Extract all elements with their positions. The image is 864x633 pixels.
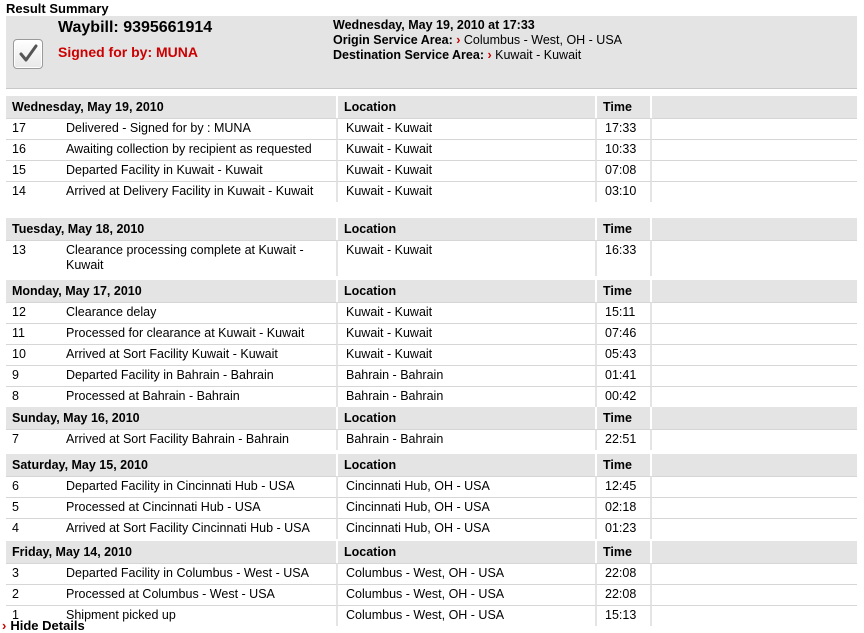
event-description: Awaiting collection by recipient as requested — [52, 139, 338, 160]
event-time: 12:45 — [597, 476, 652, 497]
event-time: 22:08 — [597, 584, 652, 605]
event-location: Kuwait - Kuwait — [338, 139, 597, 160]
row-fill — [652, 365, 857, 386]
row-fill — [652, 584, 857, 605]
event-number: 8 — [6, 386, 52, 407]
event-description: Arrived at Sort Facility Bahrain - Bahrain — [52, 429, 338, 450]
row-fill — [652, 605, 857, 626]
event-time: 07:08 — [597, 160, 652, 181]
summary-panel — [6, 16, 857, 89]
event-description: Clearance processing complete at Kuwait - Kuwait — [52, 240, 338, 276]
table-row — [6, 386, 857, 407]
event-description: Departed Facility in Columbus - West - USA — [52, 563, 338, 584]
event-number: 10 — [6, 344, 52, 365]
table-row — [6, 605, 857, 626]
event-location: Kuwait - Kuwait — [338, 323, 597, 344]
event-number: 17 — [6, 118, 52, 139]
event-time: 22:51 — [597, 429, 652, 450]
row-fill — [652, 386, 857, 407]
event-number: 6 — [6, 476, 52, 497]
event-description: Arrived at Sort Facility Cincinnati Hub - USA — [52, 518, 338, 539]
event-time: 01:41 — [597, 365, 652, 386]
row-fill — [652, 240, 857, 276]
header-fill — [652, 454, 857, 476]
event-location: Columbus - West, OH - USA — [338, 563, 597, 584]
event-location: Bahrain - Bahrain — [338, 386, 597, 407]
event-location: Kuwait - Kuwait — [338, 181, 597, 202]
table-row — [6, 240, 857, 276]
day-date: Wednesday, May 19, 2010 — [6, 96, 338, 118]
day-group — [6, 280, 857, 407]
table-row — [6, 323, 857, 344]
table-row — [6, 118, 857, 139]
event-description: Clearance delay — [52, 302, 338, 323]
day-header — [6, 407, 857, 429]
event-description: Departed Facility in Kuwait - Kuwait — [52, 160, 338, 181]
event-location: Cincinnati Hub, OH - USA — [338, 518, 597, 539]
event-description: Arrived at Sort Facility Kuwait - Kuwait — [52, 344, 338, 365]
event-time: 07:46 — [597, 323, 652, 344]
location-header: Location — [338, 407, 597, 429]
row-fill — [652, 563, 857, 584]
location-header: Location — [338, 218, 597, 240]
event-location: Bahrain - Bahrain — [338, 365, 597, 386]
time-header: Time — [597, 218, 652, 240]
location-header: Location — [338, 541, 597, 563]
table-row — [6, 518, 857, 539]
row-fill — [652, 118, 857, 139]
row-fill — [652, 160, 857, 181]
table-row — [6, 302, 857, 323]
time-header: Time — [597, 541, 652, 563]
destination-label: Destination Service Area: — [333, 48, 484, 62]
table-row — [6, 563, 857, 584]
chevron-right-icon: › — [2, 618, 7, 633]
day-header — [6, 454, 857, 476]
time-header: Time — [597, 96, 652, 118]
table-row — [6, 476, 857, 497]
header-fill — [652, 218, 857, 240]
table-row — [6, 160, 857, 181]
summary-details — [333, 18, 623, 63]
event-location: Kuwait - Kuwait — [338, 240, 597, 276]
event-location: Columbus - West, OH - USA — [338, 605, 597, 626]
day-header — [6, 280, 857, 302]
event-time: 10:33 — [597, 139, 652, 160]
event-location: Kuwait - Kuwait — [338, 302, 597, 323]
event-location: Cincinnati Hub, OH - USA — [338, 497, 597, 518]
table-row — [6, 429, 857, 450]
row-fill — [652, 476, 857, 497]
checkmark-icon — [13, 39, 43, 69]
day-date: Monday, May 17, 2010 — [6, 280, 338, 302]
event-number: 5 — [6, 497, 52, 518]
day-date: Tuesday, May 18, 2010 — [6, 218, 338, 240]
location-header: Location — [338, 280, 597, 302]
event-location: Kuwait - Kuwait — [338, 344, 597, 365]
time-header: Time — [597, 280, 652, 302]
location-header: Location — [338, 454, 597, 476]
event-description: Processed at Bahrain - Bahrain — [52, 386, 338, 407]
row-fill — [652, 518, 857, 539]
row-fill — [652, 344, 857, 365]
event-time: 15:11 — [597, 302, 652, 323]
event-time: 15:13 — [597, 605, 652, 626]
day-group — [6, 454, 857, 539]
delivery-date: Wednesday, May 19, 2010 at 17:33 — [333, 18, 535, 32]
event-time: 22:08 — [597, 563, 652, 584]
event-location: Bahrain - Bahrain — [338, 429, 597, 450]
event-description: Shipment picked up — [52, 605, 338, 626]
origin-label: Origin Service Area: — [333, 33, 453, 47]
event-description: Departed Facility in Cincinnati Hub - USA — [52, 476, 338, 497]
event-location: Kuwait - Kuwait — [338, 160, 597, 181]
table-row — [6, 584, 857, 605]
header-fill — [652, 280, 857, 302]
event-number: 16 — [6, 139, 52, 160]
location-header: Location — [338, 96, 597, 118]
event-time: 02:18 — [597, 497, 652, 518]
day-date: Friday, May 14, 2010 — [6, 541, 338, 563]
header-fill — [652, 541, 857, 563]
event-number: 13 — [6, 240, 52, 276]
table-row — [6, 181, 857, 202]
event-description: Processed for clearance at Kuwait - Kuwait — [52, 323, 338, 344]
day-group — [6, 218, 857, 276]
event-description: Processed at Cincinnati Hub - USA — [52, 497, 338, 518]
event-time: 01:23 — [597, 518, 652, 539]
event-number: 1 — [6, 605, 52, 626]
time-header: Time — [597, 454, 652, 476]
event-location: Kuwait - Kuwait — [338, 118, 597, 139]
event-number: 3 — [6, 563, 52, 584]
event-number: 4 — [6, 518, 52, 539]
event-description: Arrived at Delivery Facility in Kuwait - Kuwait — [52, 181, 338, 202]
day-date: Sunday, May 16, 2010 — [6, 407, 338, 429]
event-time: 00:42 — [597, 386, 652, 407]
event-time: 05:43 — [597, 344, 652, 365]
day-header — [6, 541, 857, 563]
destination-value: Kuwait - Kuwait — [495, 48, 582, 62]
waybill-number: Waybill: 9395661914 — [58, 19, 213, 36]
day-date: Saturday, May 15, 2010 — [6, 454, 338, 476]
time-header: Time — [597, 407, 652, 429]
chevron-right-icon: › — [487, 48, 492, 62]
signed-for: Signed for by: MUNA — [58, 44, 198, 60]
result-summary-title: Result Summary — [6, 1, 109, 16]
event-number: 11 — [6, 323, 52, 344]
day-header — [6, 96, 857, 118]
event-location: Columbus - West, OH - USA — [338, 584, 597, 605]
origin-value: Columbus - West, OH - USA — [463, 33, 623, 47]
day-header — [6, 218, 857, 240]
row-fill — [652, 181, 857, 202]
hide-details-link[interactable] — [2, 618, 85, 633]
table-row — [6, 344, 857, 365]
event-description: Delivered - Signed for by : MUNA — [52, 118, 338, 139]
event-number: 7 — [6, 429, 52, 450]
event-number: 15 — [6, 160, 52, 181]
table-row — [6, 139, 857, 160]
day-group — [6, 407, 857, 450]
event-number: 9 — [6, 365, 52, 386]
row-fill — [652, 429, 857, 450]
day-group — [6, 96, 857, 202]
header-fill — [652, 96, 857, 118]
day-group — [6, 541, 857, 626]
row-fill — [652, 497, 857, 518]
chevron-right-icon: › — [456, 33, 461, 47]
event-description: Departed Facility in Bahrain - Bahrain — [52, 365, 338, 386]
header-fill — [652, 407, 857, 429]
event-number: 2 — [6, 584, 52, 605]
event-location: Cincinnati Hub, OH - USA — [338, 476, 597, 497]
event-number: 14 — [6, 181, 52, 202]
row-fill — [652, 139, 857, 160]
event-description: Processed at Columbus - West - USA — [52, 584, 338, 605]
event-time: 16:33 — [597, 240, 652, 276]
event-time: 17:33 — [597, 118, 652, 139]
table-row — [6, 497, 857, 518]
table-row — [6, 365, 857, 386]
row-fill — [652, 323, 857, 344]
event-number: 12 — [6, 302, 52, 323]
event-time: 03:10 — [597, 181, 652, 202]
row-fill — [652, 302, 857, 323]
hide-details-label: Hide Details — [10, 618, 85, 633]
